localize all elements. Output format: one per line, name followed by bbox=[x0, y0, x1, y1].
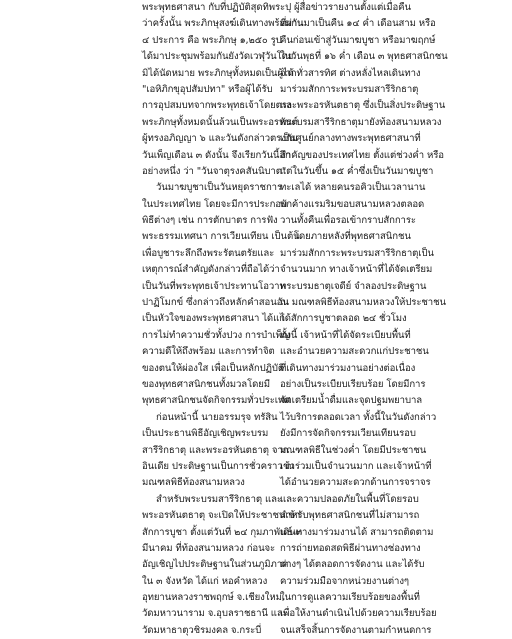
text-line: เป็นหัวใจของพระพุทธศาสนา ได้แก่ bbox=[142, 313, 285, 325]
text-line: เป็นประธานพิธีอัญเชิญพระบรม bbox=[142, 428, 269, 440]
text-line: พระภิกษุทั้งหมดนั้นล้วนเป็นพระอรหันต์ bbox=[142, 116, 298, 128]
text-line: พักค้างแรมริมขอบสนามหลวงตลอด bbox=[280, 198, 425, 210]
text-line: ได้มาประชุมพร้อมกันยังวัดเวฬุวันโดย bbox=[142, 51, 294, 63]
text-line: สำหรับพุทธศาสนิกชนที่ไม่สามารถ bbox=[280, 510, 420, 522]
text-line: พระพุทธศาสนา กับที่ปฏิบัติสุดทิพระปุ bbox=[142, 2, 292, 13]
text-line: ไว้บริการตลอดเวลา ทั้งนี้ในวันดังกล่าว bbox=[280, 411, 437, 423]
text-line: ในการดูแลความเรียบร้อยของพื้นที่ bbox=[280, 592, 420, 604]
text-line: มณฑลพิธีในช่วงค่ำ โดยมีประชาชน bbox=[280, 444, 427, 456]
text-line: สักการบูชา ตั้งแต่วันที่ ๒๔ กุมภาพันธ์-๓ bbox=[142, 526, 303, 538]
text-line: สารีริกธาตุ และพระอรหันตธาตุ จาก bbox=[142, 444, 289, 456]
text-line: วันมาฆบูชาเป็นวันหยุดราชการ bbox=[156, 182, 283, 194]
article-column-left bbox=[142, 0, 304, 639]
text-line: วานทั้งคืนเพื่อรอเข้ากราบสักการะ bbox=[280, 215, 416, 227]
article-column-right bbox=[280, 0, 448, 639]
text-line: มาร่วมสักการะพระบรมสารีริกธาตุเป็น bbox=[280, 247, 434, 259]
text-line: พระอรหันตธาตุ จะเปิดให้ประชาชนเข้า bbox=[142, 510, 301, 522]
text-line: มิได้นัดหมาย พระภิกษุทั้งหมดเป็นผู้ได้ bbox=[142, 67, 294, 79]
text-line: ของพุทธศาสนิกชนทั้งมวลโดยมี bbox=[142, 378, 271, 390]
text-line: และพระอรหันตธาตุ ซึ่งเป็นสิ่งประดิษฐาน bbox=[280, 100, 446, 112]
text-line: แต่ในวันขึ้น ๑๕ ค่ำซึ่งเป็นวันมาฆบูชา bbox=[280, 165, 434, 177]
text-line: พระธรรมเทศนา การเวียนเทียน เป็นต้น bbox=[142, 231, 300, 243]
text-line: มีนาคม ที่ท้องสนามหลวง ก่อนจะ bbox=[142, 542, 276, 554]
column-gutter bbox=[274, 0, 275, 512]
text-line: อุทยานหลวงราชพฤกษ์ จ.เชียงใหม่, bbox=[142, 592, 285, 604]
text-line: ๔ ประการ คือ พระภิกษุ ๑,๒๕๐ รูป bbox=[142, 34, 282, 46]
text-line: จากทั่วสารทิศ ต่างหลั่งไหลเดินทาง bbox=[280, 67, 421, 79]
text-line: พระบรมธาตุเจดีย์ จำลองประดิษฐาน bbox=[280, 280, 427, 292]
text-line: ได้อำนวยความสะดวกด้านการจราจร bbox=[280, 477, 431, 489]
text-line: พระบรมสารีริกธาตุมายังท้องสนามหลวง bbox=[280, 116, 442, 128]
text-line: มาร่วมสักการะพระบรมสารีริกธาตุ bbox=[280, 83, 419, 95]
text-line: จัดเตรียมน้ำดื่มและจุดปฐมพยาบาล bbox=[280, 395, 423, 407]
text-line: เป็นวันที่พระพุทธเจ้าประทานโอวาท bbox=[142, 280, 286, 292]
text-line: ผู้ทรงอภิญญา ๖ และวันดังกล่าวตรงกับ bbox=[142, 133, 298, 145]
text-line: อินเดีย ประดิษฐานเป็นการชั่วคราว ณ bbox=[142, 460, 295, 472]
text-line: ยังมีการจัดกิจกรรมเวียนเทียนรอบ bbox=[280, 428, 416, 440]
text-line: ผู้สื่อข่าวรายงานตั้งแต่เมื่อคืน bbox=[294, 2, 411, 13]
text-line: เข้าร่วมเป็นจำนวนมาก และเจ้าหน้าที่ bbox=[280, 460, 432, 472]
text-line: การอุปสมบทจากพระพุทธเจ้าโดยตรง bbox=[142, 100, 292, 112]
text-line: อย่างเป็นระเบียบเรียบร้อย โดยมีการ bbox=[280, 378, 426, 390]
text-line: เหตุการณ์สำคัญดังกล่าวที่ถือได้ว่า bbox=[142, 264, 280, 276]
text-line: วัดมหาธาตุวชิรมงคล จ.กระบี่ bbox=[142, 624, 262, 636]
text-line: ใน ๓ จังหวัด ได้แก่ หอคำหลวง bbox=[142, 575, 268, 587]
text-line: สำคัญของประเทศไทย ตั้งแต่ช่วงค่ำ หรือ bbox=[280, 149, 444, 161]
text-line: ในวันพุธที่ ๑๖ ค่ำ เดือน ๓ พุทธศาสนิกชน bbox=[280, 51, 448, 63]
text-line: และอำนวยความสะดวกแก่ประชาชน bbox=[280, 346, 429, 358]
text-line: ทั้งนี้ เจ้าหน้าที่ได้จัดระเบียบพื้นที่ bbox=[280, 329, 411, 341]
text-line: ณ มณฑลพิธีท้องสนามหลวงให้ประชาชน bbox=[280, 297, 446, 309]
text-line: ความดีให้ถึงพร้อม และการทำจิต bbox=[142, 346, 275, 358]
text-line: คืนก่อนเข้าสู่วันมาฆบูชา หรือมาฆฤกษ์ bbox=[280, 34, 436, 46]
text-line: จำนวนมาก ทางเจ้าหน้าที่ได้จัดเตรียม bbox=[280, 264, 433, 276]
text-line: ทะเลได้ หลายคนรอคิวเป็นเวลานาน bbox=[280, 182, 426, 194]
text-line: อัญเชิญไปประดิษฐานในส่วนภูมิภาค bbox=[142, 559, 289, 571]
text-line: สำหรับพระบรมสารีริกธาตุ และ bbox=[156, 493, 282, 505]
text-line: วันเพ็ญเดือน ๓ ดังนั้น จึงเรียกวันนี้อีก bbox=[142, 149, 291, 161]
text-line: เพื่อให้งานดำเนินไปด้วยความเรียบร้อย bbox=[280, 608, 437, 620]
text-line: พุทธศาสนิกชนจัดกิจกรรมทั่วประเทศ bbox=[142, 395, 291, 407]
text-line: ในประเทศไทย โดยจะมีการประกอบ bbox=[142, 198, 287, 210]
text-line: มณฑลพิธีท้องสนามหลวง bbox=[142, 477, 245, 489]
text-line: ต่างๆ ได้ตลอดการจัดงาน และได้รับ bbox=[280, 559, 425, 571]
text-line: ปาฏิโมกข์ ซึ่งกล่าวถึงหลักคำสอนอัน bbox=[142, 297, 289, 309]
text-line: ได้สักการบูชาตลอด ๒๔ ชั่วโมง bbox=[280, 313, 407, 325]
text-line: การถ่ายทอดสดพิธีผ่านทางช่องทาง bbox=[280, 542, 421, 554]
text-line: พิธีต่างๆ เช่น การตักบาตร การฟัง bbox=[142, 215, 278, 227]
text-line: ก่อนหน้านี้ นายอรรมรุจ ทรัสิน bbox=[156, 411, 278, 423]
text-line: การไม่ทำความชั่วทั้งปวง การบำเพ็ญ bbox=[142, 329, 290, 341]
text-line: ความร่วมมือจากหน่วยงานต่างๆ bbox=[280, 575, 409, 587]
text-line: ที่ผ่านมาเป็นคืน ๑๔ ค่ำ เดือนสาม หรือ bbox=[280, 18, 436, 30]
text-line: ของตนให้ผ่องใส เพื่อเป็นหลักปฏิบัติ bbox=[142, 362, 285, 374]
text-line: ที่เดินทางมาร่วมงานอย่างต่อเนื่อง bbox=[280, 362, 416, 374]
text-line: เดินทางมาร่วมงานได้ สามารถติดตาม bbox=[280, 526, 434, 538]
text-line: เพื่อบูชาระลึกถึงพระรัตนตรัยและ bbox=[142, 247, 275, 259]
text-line: โดยภายหลังที่พุทธศาสนิกชน bbox=[294, 231, 411, 243]
text-line: "เอหิภิกขุอุปสัมปทา" หรือผู้ได้รับ bbox=[142, 83, 273, 95]
text-line: เป็นศูนย์กลางทางพระพุทธศาสนาที่ bbox=[280, 133, 421, 145]
text-line: วัดมหาวนาราม จ.อุบลราชธานี และ bbox=[142, 608, 288, 620]
text-line: จนเสร็จสิ้นการจัดงานตามกำหนดการ bbox=[280, 624, 432, 636]
text-line: ว่าครั้งนั้น พระภิกษุสงฆ์เดินทางพร้อมกัน bbox=[142, 18, 304, 30]
text-line: อย่างหนึ่ง ว่า "วันจาตุรงคสันนิบาต" bbox=[142, 165, 287, 177]
text-line: และความปลอดภัยในพื้นที่โดยรอบ bbox=[280, 493, 419, 505]
